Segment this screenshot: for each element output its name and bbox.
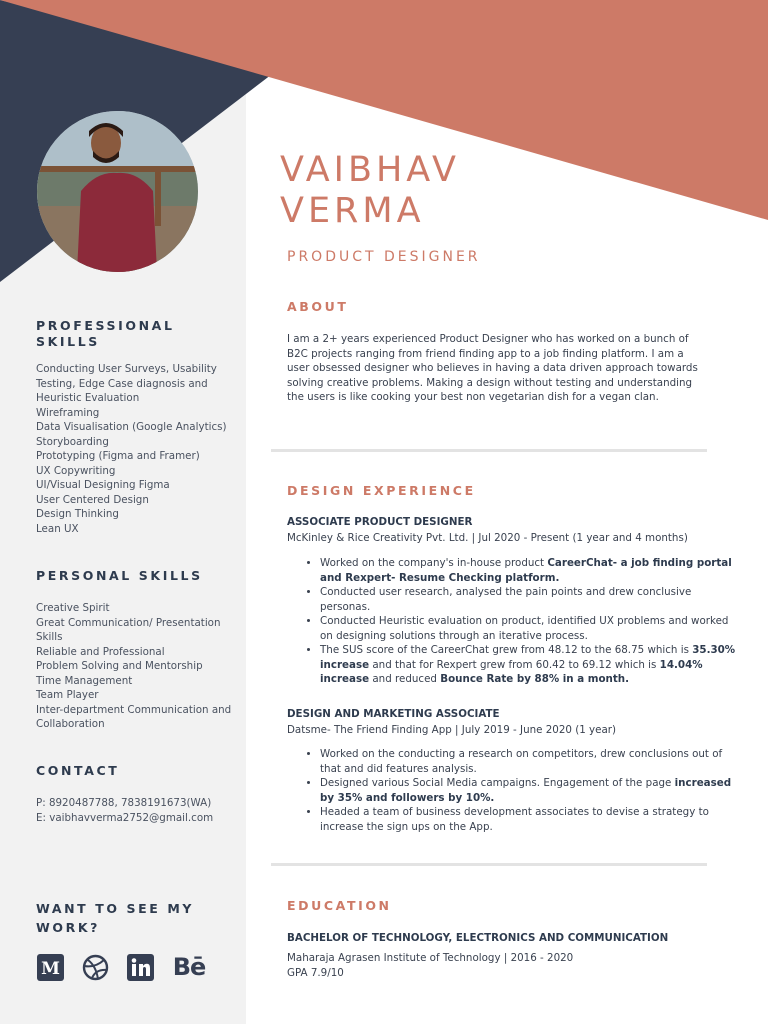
list-item: Time Management	[36, 674, 133, 687]
list-item: UI/Visual Designing Figma	[36, 479, 170, 491]
school-meta: Maharaja Agrasen Institute of Technology | 2016 - 2020	[287, 952, 574, 964]
personal-skills-heading: PERSONAL SKILLS	[36, 568, 203, 583]
job-bullets	[287, 556, 740, 687]
professional-skills-list	[36, 362, 241, 536]
contact-email[interactable]: E: vaibhavverma2752@gmail.com	[36, 812, 214, 824]
list-item: Inter-department Communication and Collaboration	[36, 703, 232, 730]
education-heading: EDUCATION	[287, 898, 392, 913]
job-role: PRODUCT DESIGNER	[287, 249, 481, 265]
about-text: I am a 2+ years experienced Product Designer who has worked on a bunch of B2C projects ranging from friend finding app to a job finding platform. I am a user obsessed designer who believes in having a data driven approach towards solving creative problems. Making a design without testing and understanding the users is like cooking your best non vegetarian dish for a vegan clan.	[287, 333, 698, 403]
professional-skills-heading: PROFESSIONAL SKILLS	[36, 318, 175, 349]
list-item: Conducting User Surveys, Usability Testing, Edge Case diagnosis and Heuristic Evaluation	[36, 363, 217, 404]
list-item: Great Communication/ Presentation Skills	[36, 616, 221, 643]
list-item: • The SUS score of the CareerChat grew from 48.12 to the 68.75 which is 35.30% increase and that for Rexpert grew from 60.42 to 69.12 which is 14.04% increase and reduced Bounce Rate by 88% in a month.	[320, 643, 740, 687]
profile-photo	[37, 111, 198, 272]
list-item: • Conducted Heuristic evaluation on product, identified UX problems and worked on designing solutions through an iterative process.	[320, 614, 740, 643]
list-item: Problem Solving and Mentorship	[36, 660, 203, 672]
list-item: User Centered Design	[36, 493, 149, 506]
job-title: DESIGN AND MARKETING ASSOCIATE	[287, 708, 500, 720]
linkedin-icon[interactable]	[126, 953, 154, 981]
job-bullets	[287, 747, 740, 834]
list-item: • Designed various Social Media campaigns. Engagement of the page increased by 35% and followers by 10%.	[320, 776, 740, 805]
about-heading: ABOUT	[287, 299, 349, 314]
section-divider	[271, 449, 707, 452]
svg-text:M: M	[40, 958, 60, 979]
behance-label: Bē	[172, 953, 206, 981]
candidate-name	[280, 150, 460, 232]
list-item: Wireframing	[36, 406, 100, 419]
job-title: ASSOCIATE PRODUCT DESIGNER	[287, 516, 473, 528]
personal-skills-list	[36, 601, 241, 732]
dribbble-icon[interactable]	[81, 953, 109, 981]
list-item: Team Player	[36, 689, 99, 701]
degree-title: BACHELOR OF TECHNOLOGY, ELECTRONICS AND COMMUNICATION	[287, 932, 669, 944]
list-item: • Headed a team of business development associates to devise a strategy to increase the sign ups on the App.	[320, 805, 740, 834]
job-meta: Datsme- The Friend Finding App | July 2019 - June 2020 (1 year)	[287, 724, 617, 736]
section-divider	[271, 863, 707, 866]
portfolio-links	[36, 953, 207, 981]
list-item: Storyboarding	[36, 435, 109, 448]
list-item: • Worked on the conducting a research on competitors, drew conclusions out of that and did features analysis.	[320, 747, 740, 776]
experience-heading: DESIGN EXPERIENCE	[287, 483, 476, 498]
medium-icon[interactable]	[36, 953, 64, 981]
contact-heading: CONTACT	[36, 763, 120, 778]
list-item: Lean UX	[36, 522, 79, 535]
list-item: Prototyping (Figma and Framer)	[36, 450, 200, 462]
first-name: VAIBHAV	[280, 150, 460, 190]
behance-icon[interactable]	[171, 953, 207, 981]
job-meta: McKinley & Rice Creativity Pvt. Ltd. | Jul 2020 - Present (1 year and 4 months)	[287, 532, 688, 544]
last-name: VERMA	[280, 191, 425, 231]
list-item: Data Visualisation (Google Analytics)	[36, 421, 227, 433]
list-item: Creative Spirit	[36, 602, 110, 614]
work-heading: WANT TO SEE MY WORK?	[36, 901, 195, 935]
list-item: • Worked on the company's in-house product CareerChat- a job finding portal and Rexpert- Resume Checking platform.	[320, 556, 740, 585]
contact-phone[interactable]: P: 8920487788, 7838191673(WA)	[36, 797, 212, 809]
list-item: UX Copywriting	[36, 464, 116, 477]
list-item: Reliable and Professional	[36, 645, 165, 658]
list-item: Design Thinking	[36, 508, 119, 520]
gpa: GPA 7.9/10	[287, 967, 344, 979]
list-item: • Conducted user research, analysed the pain points and drew conclusive personas.	[320, 585, 740, 614]
